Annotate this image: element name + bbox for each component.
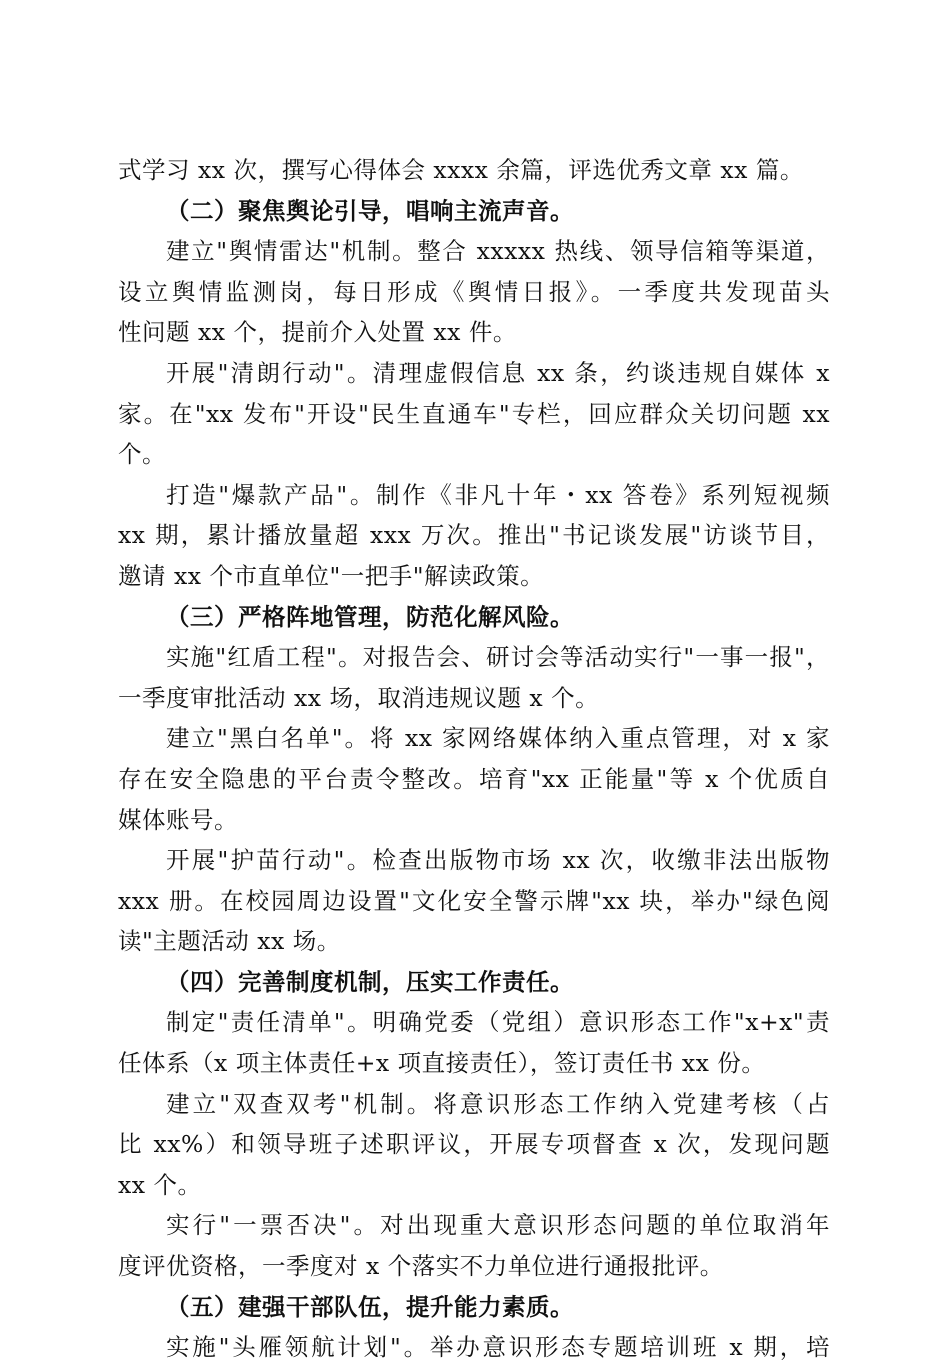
body-line: 开展"清朗行动"。清理虚假信息 xx 条，约谈违规自媒体 x [166,358,830,387]
body-line: 任体系（x 项主体责任+x 项直接责任），签订责任书 xx 份。 [118,1049,766,1078]
body-line: xxx 册。在校园周边设置"文化安全警示牌"xx 块，举办"绿色阅 [118,886,830,915]
body-line: xx 个。 [118,1170,202,1199]
body-line: 建立"双查双考"机制。将意识形态工作纳入党建考核（占 [166,1089,830,1118]
body-line: 实行"一票否决"。对出现重大意识形态问题的单位取消年 [166,1211,830,1240]
section-heading: （五）建强干部队伍，提升能力素质。 [166,1292,574,1321]
body-line: 开展"护苗行动"。检查出版物市场 xx 次，收缴非法出版物 [166,846,830,875]
body-line: 存在安全隐患的平台责令整改。培育"xx 正能量"等 x 个优质自 [118,764,830,793]
body-line: 读"主题活动 xx 场。 [118,927,341,956]
body-line: 实施"头雁领航计划"。举办意识形态专题培训班 x 期，培 [166,1333,830,1362]
body-line: 个。 [118,440,166,469]
body-line: 设立舆情监测岗，每日形成《舆情日报》。一季度共发现苗头 [118,277,830,306]
body-line: 媒体账号。 [118,805,238,834]
body-line: 式学习 xx 次，撰写心得体会 xxxx 余篇，评选优秀文章 xx 篇。 [118,156,804,184]
body-line: 建立"舆情雷达"机制。整合 xxxxx 热线、领导信箱等渠道， [166,237,830,266]
document-page [118,150,830,1368]
body-line: 性问题 xx 个，提前介入处置 xx 件。 [118,318,517,347]
body-line: 打造"爆款产品"。制作《非凡十年・xx 答卷》系列短视频 [166,480,830,509]
body-line: xx 期，累计播放量超 xxx 万次。推出"书记谈发展"访谈节目， [118,521,830,550]
body-line: 实施"红盾工程"。对报告会、研讨会等活动实行"一事一报"， [166,643,830,672]
body-line: 一季度审批活动 xx 场，取消违规议题 x 个。 [118,683,600,712]
body-line: 比 xx%）和领导班子述职评议，开展专项督查 x 次，发现问题 [118,1130,830,1159]
body-line: 邀请 xx 个市直单位"一把手"解读政策。 [118,561,545,590]
body-line: 建立"黑白名单"。将 xx 家网络媒体纳入重点管理，对 x 家 [166,724,830,753]
body-line: 制定"责任清单"。明确党委（党组）意识形态工作"x+x"责 [166,1008,830,1037]
body-line: 度评优资格，一季度对 x 个落实不力单位进行通报批评。 [118,1252,724,1281]
section-heading: （二）聚焦舆论引导，唱响主流声音。 [166,196,574,225]
section-heading: （三）严格阵地管理，防范化解风险。 [166,602,574,631]
body-line: 家。在"xx 发布"开设"民生直通车"专栏，回应群众关切问题 xx [118,399,830,428]
section-heading: （四）完善制度机制，压实工作责任。 [166,967,574,996]
